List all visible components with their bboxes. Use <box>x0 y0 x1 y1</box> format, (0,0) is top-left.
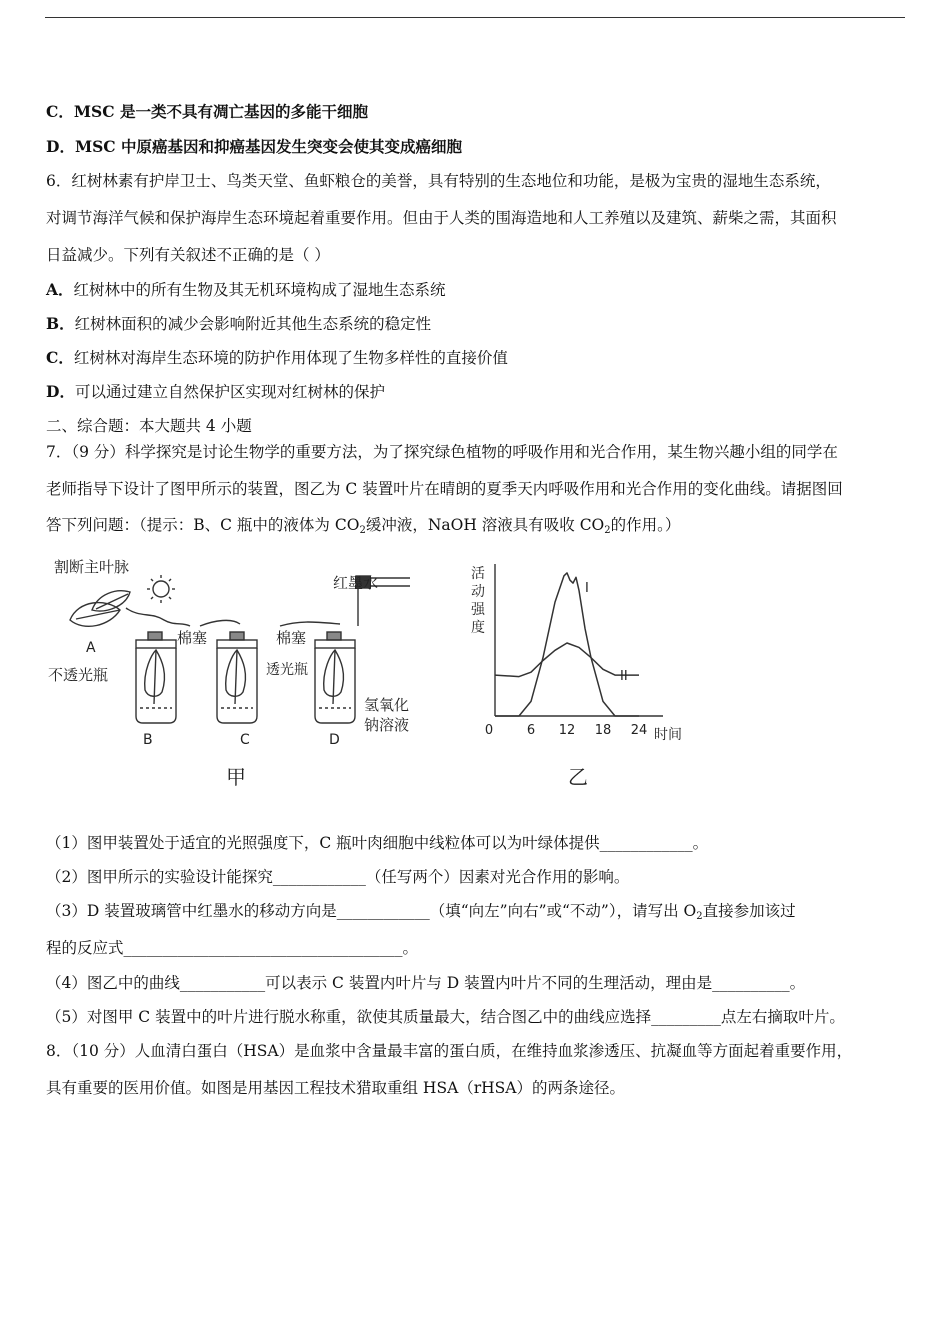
q7-stem-1: 7．（9 分）科学探究是讨论生物学的重要方法，为了探究绿色植物的呼吸作用和光合作用，某生物兴趣小组的同学在 <box>46 443 838 461</box>
q7-stem-2: 老师指导下设计了图甲所示的装置，图乙为 C 装置叶片在晴朗的夏季天内呼吸作用和光合作用的变化曲线。请据图回 <box>46 480 843 498</box>
caption-jia: 甲 <box>226 765 246 789</box>
q6-option-d: D．可以通过建立自然保护区实现对红树林的保护 <box>46 382 385 401</box>
q7-part-1: （1）图甲装置处于适宜的光照强度下，C 瓶叶肉细胞中线粒体可以为叶绿体提供____________。 <box>46 834 709 852</box>
label-cotton-1: 棉塞 <box>177 629 208 647</box>
chart-series <box>495 573 639 716</box>
x-tick-label: 6 <box>526 723 536 738</box>
q7-part-4: （4）图乙中的曲线___________可以表示 C 装置内叶片与 D 装置内叶片不同的生理活动，理由是__________。 <box>46 974 806 992</box>
label-b: B <box>143 732 153 748</box>
series-line-2 <box>495 643 639 677</box>
x-tick-label: 18 <box>594 723 612 738</box>
label-naoh-1: 氢氧化 <box>364 696 410 714</box>
chart-ticks <box>485 723 647 738</box>
ylabel-char-3: 强 <box>471 602 485 618</box>
q7-part-3: （3）D 装置玻璃管中红墨水的移动方向是____________（填“向左”向右”或“不动”），请写出 $O_2$直接参加该过 <box>46 902 796 922</box>
q6-option-b: B．红树林面积的减少会影响附近其他生态系统的稳定性 <box>46 314 432 333</box>
x-tick-label: 12 <box>558 723 576 738</box>
bottle-c <box>217 632 257 723</box>
series-line-1 <box>495 573 639 716</box>
caption-yi: 乙 <box>568 765 588 789</box>
option-c-msc: C．MSC 是一类不具有凋亡基因的多能干细胞 <box>46 102 368 121</box>
option-d-msc: D．MSC 中原癌基因和抑癌基因发生突变会使其变成癌细胞 <box>46 137 463 156</box>
label-red-ink: 红墨水 <box>333 574 379 592</box>
header-rule <box>45 17 905 18</box>
sun-icon <box>147 575 175 603</box>
q6-stem-3: 日益减少。下列有关叙述不正确的是（ ） <box>46 246 330 264</box>
bottle-b <box>136 632 176 723</box>
ylabel-char-2: 动 <box>471 584 485 600</box>
q7-part-5: （5）对图甲 C 装置中的叶片进行脱水称重，欲使其质量最大，结合图乙中的曲线应选择_________点左右摘取叶片。 <box>46 1008 845 1026</box>
label-c: C <box>240 732 250 748</box>
x-tick-label: 24 <box>630 723 648 738</box>
q8-stem-2: 具有重要的医用价值。如图是用基因工程技术猎取重组 HSA（rHSA）的两条途径。 <box>46 1079 625 1097</box>
apparatus-jia <box>48 558 410 789</box>
q6-option-a: A．红树林中的所有生物及其无机环境构成了湿地生态系统 <box>46 280 446 299</box>
q6-stem-1: 6．红树林素有护岸卫士、鸟类天堂、鱼虾粮仓的美誉，具有特别的生态地位和功能，是极为宝贵的湿地生态系统， <box>46 172 831 190</box>
leaf-a-icon <box>70 591 130 627</box>
q6-stem-2: 对调节海洋气候和保护海岸生态环境起着重要作用。但由于人类的围海造地和人工养殖以及建筑、薪柴之需，其面积 <box>46 209 837 227</box>
q7-stem-3: 答下列问题：（提示：B、C 瓶中的液体为 $CO_2$缓冲液，NaOH 溶液具有吸收 $CO_2$的作用。） <box>46 516 681 536</box>
experiment-figure <box>40 548 740 798</box>
label-cut-vein: 割断主叶脉 <box>54 558 130 576</box>
ylabel-char-1: 活 <box>471 566 485 582</box>
q7-part-2: （2）图甲所示的实验设计能探究____________（任写两个）因素对光合作用的影响。 <box>46 868 630 886</box>
section-heading: 二、综合题：本大题共 4 小题 <box>46 417 252 435</box>
curve-2-label: II <box>620 669 628 684</box>
x-tick-label: 0 <box>484 723 494 738</box>
label-clear: 透光瓶 <box>266 662 308 678</box>
bottle-d <box>315 632 355 723</box>
label-naoh-2: 钠溶液 <box>364 716 410 734</box>
ylabel-char-4: 度 <box>471 620 485 636</box>
q6-option-c: C．红树林对海岸生态环境的防护作用体现了生物多样性的直接价值 <box>46 348 508 367</box>
chart-yi <box>471 564 682 789</box>
label-cotton-2: 棉塞 <box>276 629 307 647</box>
q8-stem-1: 8．（10 分）人血清白蛋白（HSA）是血浆中含量最丰富的蛋白质，在维持血浆渗透压、抗凝血等方面起着重要作用， <box>46 1042 853 1060</box>
xlabel: 时间 <box>654 727 682 743</box>
curve-1-label: I <box>585 581 589 596</box>
label-opaque: 不透光瓶 <box>48 666 109 684</box>
q7-part-3-cont: 程的反应式____________________________________。 <box>46 939 419 957</box>
label-a: A <box>86 640 96 656</box>
label-d: D <box>329 732 340 748</box>
chart-axes <box>495 564 663 716</box>
